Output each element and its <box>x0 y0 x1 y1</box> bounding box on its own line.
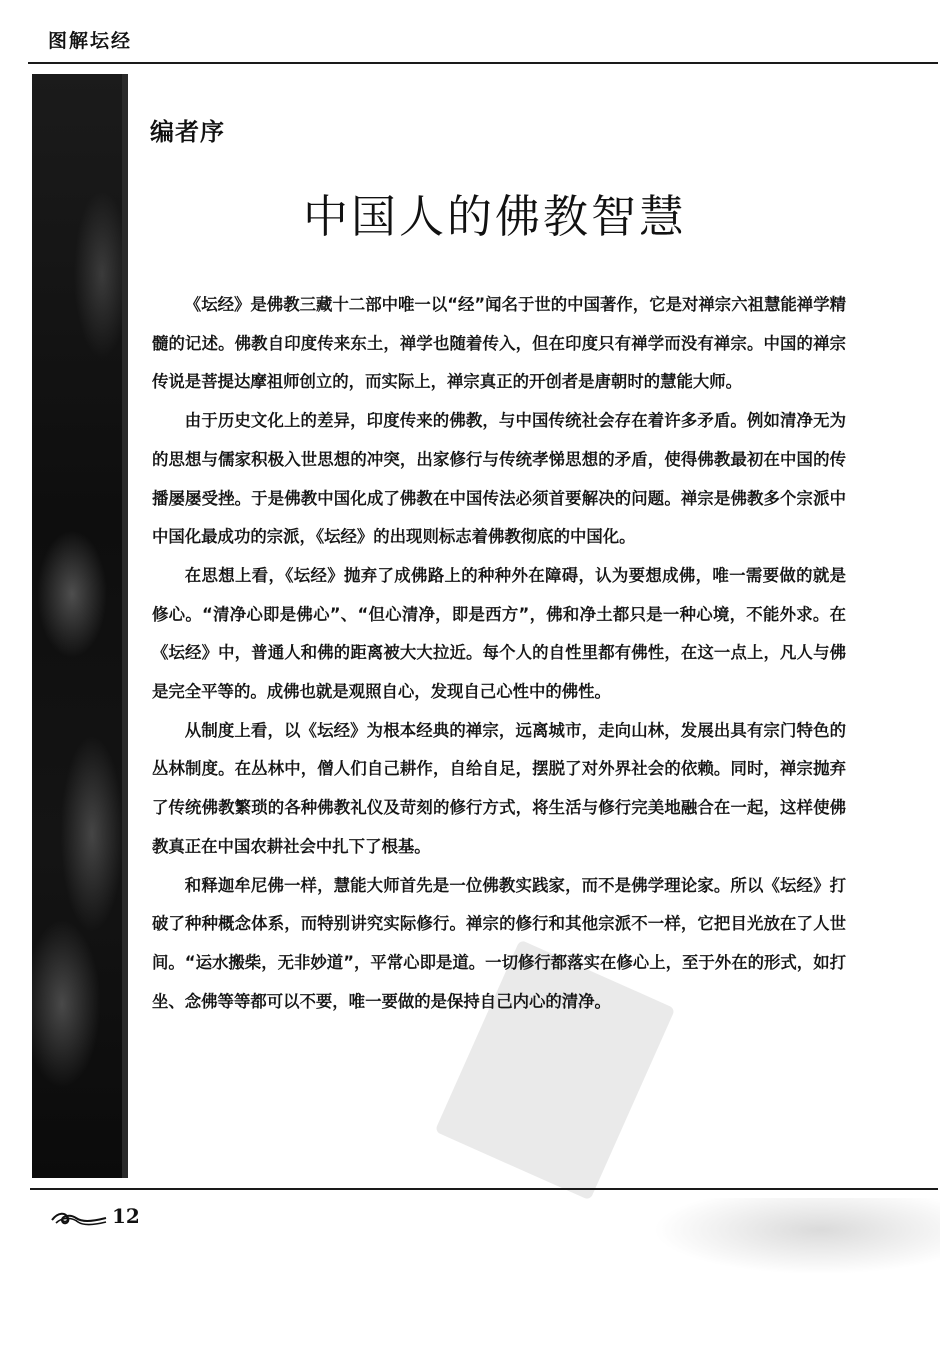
page-number: 12 <box>112 1204 140 1228</box>
running-header: 图解坛经 <box>48 30 133 52</box>
decorative-side-band <box>32 74 128 1178</box>
paragraph: 和释迦牟尼佛一样，慧能大师首先是一位佛教实践家，而不是佛学理论家。所以《坛经》打破了种种概念体系，而特别讲究实际修行。禅宗的修行和其他宗派不一样，它把目光放在了人世间。“运水搬柴，无非妙道”，平常心即是道。一切修行都落实在修心上，至于外在的形式，如打坐、念佛等等都可以不要，唯一要做的是保持自己内心的清净。 <box>152 875 846 1011</box>
page-title: 中国人的佛教智慧 <box>302 190 687 243</box>
cloud-scroll-icon <box>50 1208 108 1228</box>
paragraph: 由于历史文化上的差异，印度传来的佛教，与中国传统社会存在着许多矛盾。例如清净无为的思想与儒家积极入世思想的冲突，出家修行与传统孝悌思想的矛盾，使得佛教最初在中国的传播屡屡受挫。于是佛教中国化成了佛教在中国传法必须首要解决的问题。禅宗是佛教多个宗派中中国化最成功的宗派，《坛经》的出现则标志着佛教彻底的中国化。 <box>152 411 846 547</box>
body-text <box>152 286 846 1021</box>
paragraph: 在思想上看，《坛经》抛弃了成佛路上的种种外在障碍，认为要想成佛，唯一需要做的就是修心。“清净心即是佛心”、“但心清净，即是西方”，佛和净土都只是一种心境，不能外求。在《坛经》中，普通人和佛的距离被大大拉近。每个人的自性里都有佛性，在这一点上，凡人与佛是完全平等的。成佛也就是观照自心，发现自己心性中的佛性。 <box>152 565 846 702</box>
print-speckle <box>640 1198 940 1278</box>
paragraph: 从制度上看，以《坛经》为根本经典的禅宗，远离城市，走向山林，发展出具有宗门特色的丛林制度。在丛林中，僧人们自己耕作，自给自足，摆脱了对外界社会的依赖。同时，禅宗抛弃了传统佛教繁琐的各种佛教礼仪及苛刻的修行方式，将生活与修行完美地融合在一起，这样使佛教真正在中国农耕社会中扎下了根基。 <box>152 720 846 856</box>
paragraph: 《坛经》是佛教三藏十二部中唯一以“经”闻名于世的中国著作，它是对禅宗六祖慧能禅学精髓的记述。佛教自印度传来东土，禅学也随着传入，但在印度只有禅学而没有禅宗。中国的禅宗传说是菩提达摩祖师创立的，而实际上，禅宗真正的开创者是唐朝时的慧能大师。 <box>152 295 846 392</box>
header-rule <box>28 62 938 64</box>
footer-rule <box>30 1188 938 1190</box>
section-label: 编者序 <box>150 118 225 146</box>
